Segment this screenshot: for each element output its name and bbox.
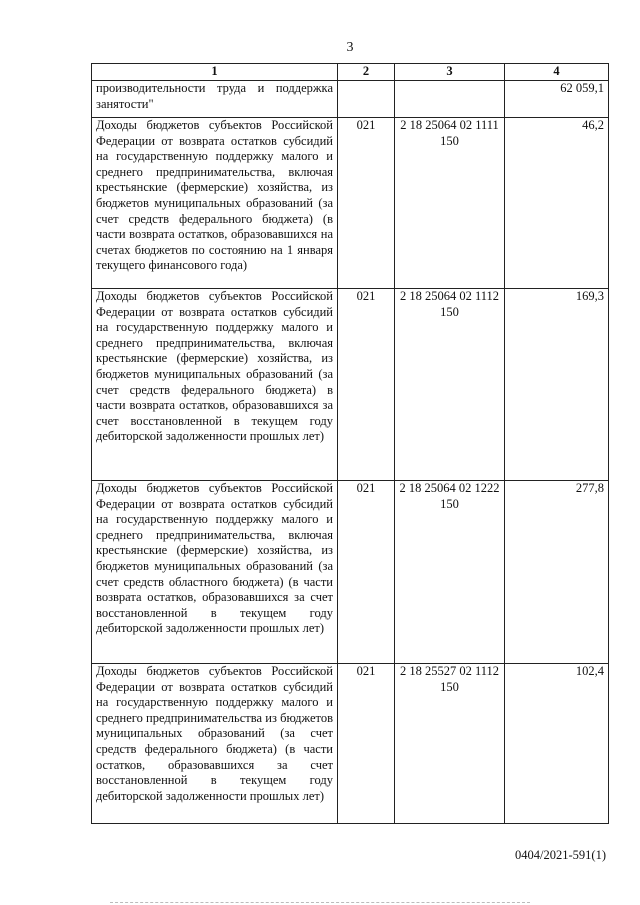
row-budget-code: 2 18 25064 02 1112 150 xyxy=(395,289,505,481)
table-header-row xyxy=(92,64,609,81)
row-budget-code: 2 18 25064 02 1222 150 xyxy=(395,481,505,664)
page-number: 3 xyxy=(346,40,354,55)
row-description: Доходы бюджетов субъектов Российской Федерации от возврата остатков субсидий на государственную поддержку малого и среднего предпринимательства, включая крестьянские (фермерские) хозяйства, из бюджетов муниципальных образований (за счет средств федерального бюджета) в части возврата остатков, образовавшихся за счет восстановленной в текущем году дебиторской задолженности прошлых лет) xyxy=(92,289,338,481)
row-description: Доходы бюджетов субъектов Российской Федерации от возврата остатков субсидий на государственную поддержку малого и среднего предпринимательства, включая крестьянские (фермерские) хозяйства, из бюджетов муниципальных образований (за счет средств федерального бюджета) (в части возврата остатков, образовавшихся на счетах бюджетов по состоянию на 1 января текущего финансового года) xyxy=(92,118,338,289)
row-amount: 277,8 xyxy=(505,481,609,664)
table-row xyxy=(92,664,609,824)
row-admin-code: 021 xyxy=(338,481,395,664)
table-row xyxy=(92,289,609,481)
row-description: Доходы бюджетов субъектов Российской Федерации от возврата остатков субсидий на государственную поддержку малого и среднего предпринимательства, включая крестьянские (фермерские) хозяйства, из бюджетов муниципальных образований (за счет средств областного бюджета) (в части возврата остатков, образовавшихся за счет восстановленной в текущем году дебиторской задолженности прошлых лет) xyxy=(92,481,338,664)
row-amount: 62 059,1 xyxy=(505,81,609,118)
row-admin-code xyxy=(338,81,395,118)
row-budget-code: 2 18 25527 02 1112 150 xyxy=(395,664,505,824)
column-header-2: 2 xyxy=(338,64,395,81)
row-description: производительности труда и поддержка занятости" xyxy=(92,81,338,118)
table-row xyxy=(92,81,609,118)
row-admin-code: 021 xyxy=(338,664,395,824)
row-admin-code: 021 xyxy=(338,118,395,289)
column-header-1: 1 xyxy=(92,64,338,81)
budget-table xyxy=(91,63,609,824)
document-code: 0404/2021-591(1) xyxy=(515,848,606,862)
row-description: Доходы бюджетов субъектов Российской Федерации от возврата остатков субсидий на государственную поддержку малого и среднего предпринимательства из бюджетов муниципальных образований (за счет средств федерального бюджета) (в части остатков, образовавшихся за счет восстановленной в текущем году дебиторской задолженности прошлых лет) xyxy=(92,664,338,824)
row-admin-code: 021 xyxy=(338,289,395,481)
table-row xyxy=(92,481,609,664)
column-header-3: 3 xyxy=(395,64,505,81)
scan-edge-divider xyxy=(110,901,530,903)
row-budget-code: 2 18 25064 02 1111 150 xyxy=(395,118,505,289)
column-header-4: 4 xyxy=(505,64,609,81)
row-amount: 46,2 xyxy=(505,118,609,289)
row-budget-code xyxy=(395,81,505,118)
table-row xyxy=(92,118,609,289)
row-amount: 102,4 xyxy=(505,664,609,824)
row-amount: 169,3 xyxy=(505,289,609,481)
